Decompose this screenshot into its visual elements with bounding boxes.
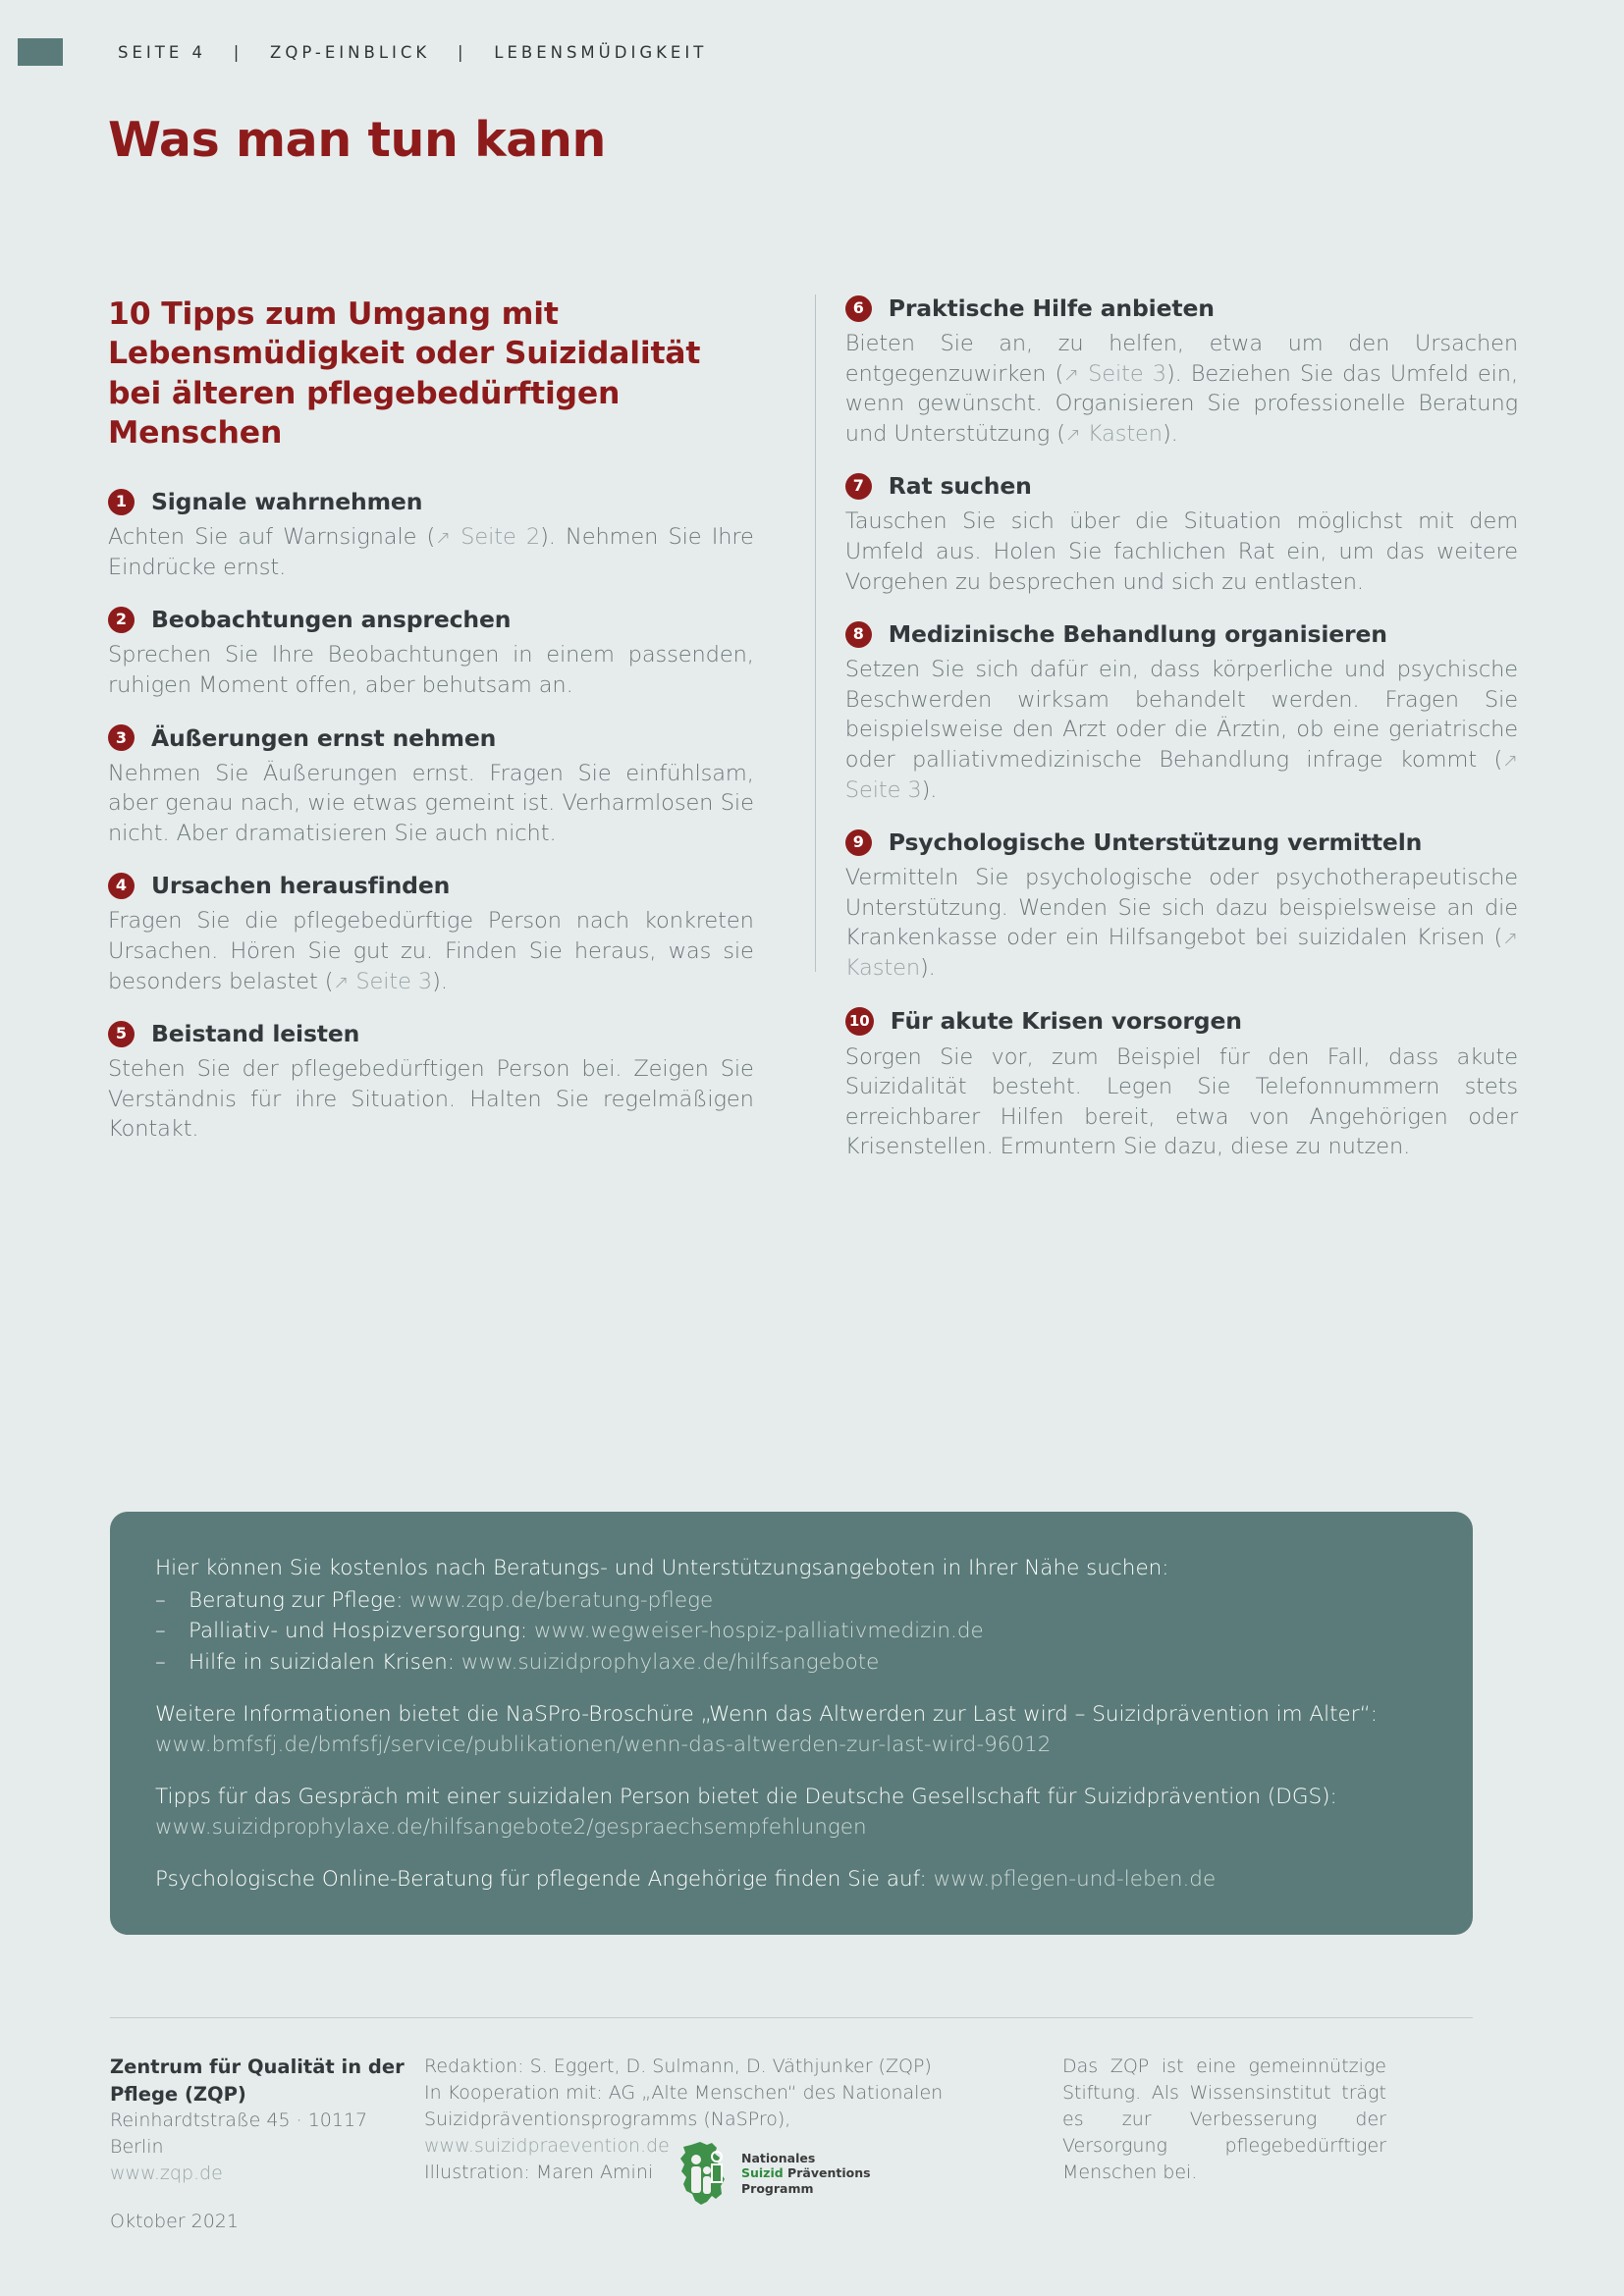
footer-divider [110,2017,1473,2018]
tip-text-tail: ). [920,954,936,981]
tip-title: Praktische Hilfe anbieten [888,294,1215,322]
tip-number-badge: 3 [108,724,135,751]
cross-reference-link[interactable]: Seite 3 [844,776,922,803]
infobox-paragraph-online [155,1864,1428,1895]
tip-title: Medizinische Behandlung organisieren [888,620,1387,649]
tip-heading [108,724,754,752]
tip-body: Nehmen Sie Äußerungen ernst. Fragen Sie einfühlsam, aber genau nach, wie etwas gemeint ist. Verharmlosen Sie nicht. Aber dramatisieren Sie auch nicht. [108,760,754,846]
naspro-wordmark [741,2151,871,2196]
resources-infobox [110,1512,1473,1935]
paragraph-text: Tipps für das Gespräch mit einer suizidalen Person bietet die Deutsche Gesellschaft für Suizidprävention (DGS): [155,1785,1337,1810]
footer-organisation [110,2054,424,2235]
tip-title: Beobachtungen ansprechen [151,606,512,634]
tip-text: Setzen Sie sich dafür ein, dass körperliche und psychische Beschwerden wirksam behandelt werden. Fragen Sie beispielsweise den Arzt oder die Ärztin, ob eine geriatrische oder palliativmedizinische Behandlung infrage kommt ( [844,657,1519,773]
tip-number-badge: 7 [845,473,872,500]
organisation-website[interactable]: www.zqp.de [110,2163,223,2185]
credit-kooperation-line2: Suizidpräventionsprogramms (NaSPro), [424,2108,791,2130]
tip-text-mid: ). Beziehen Sie das Umfeld ein, wenn gewünscht. Organisieren Sie professionelle Beratung und Unterstützung ( [844,360,1519,447]
organisation-address: Reinhardtstraße 45 · 10117 Berlin [110,2109,368,2159]
tip-text: Fragen Sie die pflegebedürftige Person nach konkreten Ursachen. Hören Sie gut zu. Finden Sie heraus, was sie besonders belastet ( [108,908,754,994]
tip-body: Stehen Sie der pflegebedürftigen Person bei. Zeigen Sie Verständnis für ihre Situation. Halten Sie regelmäßigen Kontakt. [108,1056,754,1143]
tip-heading [108,872,754,899]
tip-body: Sprechen Sie Ihre Beobachtungen in einem passenden, ruhigen Moment offen, aber behutsam an. [108,642,754,699]
paragraph-text: Psychologische Online-Beratung für pflegende Angehörige finden Sie auf: [155,1867,934,1893]
cross-reference-arrow-icon: ↗ [1502,928,1519,950]
tip-text: Achten Sie auf Warnsignale ( [108,524,436,551]
tip-body [845,655,1518,805]
tip-heading [845,620,1518,648]
tip-text-tail: ). [921,776,938,803]
tip-item [108,488,754,582]
tip-title: Signale wahrnehmen [151,488,423,516]
link-url[interactable]: www.suizidprophylaxe.de/hilfsangebote [460,1649,880,1675]
cross-reference-arrow-icon: ↗ [1502,749,1519,772]
tips-column-right [845,294,1518,1186]
cross-reference-link-2[interactable]: Kasten [1080,420,1163,447]
tip-number-badge: 8 [845,621,872,648]
tip-body: Sorgen Sie vor, zum Beispiel für den Fall, dass akute Suizidalität besteht. Legen Sie Telefonnummern stets erreichbarer Hilfen bereit, etwa von Angehörigen oder Krisenstellen. Ermuntern Sie dazu, diese zu nutzen. [844,1043,1519,1160]
tip-heading [108,1020,754,1047]
spacer [110,2187,424,2209]
list-item [155,1647,1428,1678]
list-item [155,1616,1428,1646]
list-item [155,1585,1428,1616]
tip-text: Vermitteln Sie psychologische oder psychotherapeutische Unterstützung. Wenden Sie sich dazu beispielsweise an die Krankenkasse oder ein Hilfsangebot bei suizidalen Krisen ( [844,865,1519,951]
link-label: Beratung zur Pflege: [189,1588,410,1614]
column-divider [815,294,816,972]
tip-body [108,906,754,996]
tip-number-badge: 9 [845,829,872,856]
naspro-line-2 [741,2165,871,2180]
page-footer [110,2054,1485,2235]
tip-number-badge: 2 [108,607,135,633]
tip-heading [845,472,1518,500]
about-text: Das ZQP ist eine gemeinnützige Stiftung. Als Wissensinstitut trägt es zur Verbesserung der Versorgung pflegebedürftiger Menschen bei. [1062,2056,1386,2183]
tip-title: Für akute Krisen vorsorgen [890,1007,1242,1035]
breadcrumb: SEITE 4 | ZQP-EINBLICK | LEBENSMÜDIGKEIT [118,42,708,62]
cross-reference-arrow-icon-2: ↗ [1064,423,1081,446]
tips-columns [108,294,1518,1186]
cross-reference-link[interactable]: Seite 2 [451,524,541,551]
tip-heading [845,1007,1518,1036]
tip-item [108,1020,754,1145]
link-url[interactable]: www.pflegen-und-leben.de [933,1867,1217,1893]
naspro-logo [675,2140,871,2207]
tip-item [108,724,754,849]
link-label: Hilfe in suizidalen Krisen: [189,1649,461,1675]
tip-text-tail: ). Nehmen Sie Ihre Eindrücke ernst. [108,524,754,580]
link-label: Palliativ- und Hospizversorgung: [189,1619,534,1644]
infobox-link-list [155,1585,1428,1678]
tip-body [845,863,1518,983]
link-url[interactable]: www.suizidprophylaxe.de/hilfsangebote2/gespraechsempfehlungen [155,1815,867,1841]
tip-number-badge: 4 [108,873,135,899]
tip-item [845,828,1518,983]
section-title: 10 Tipps zum Umgang mit Lebensmüdigkeit oder Suizidalität bei älteren pflegebedürftigen Menschen [108,296,701,451]
tip-body: Tauschen Sie sich über die Situation möglichst mit dem Umfeld aus. Holen Sie fachlichen Rat ein, um das weitere Vorgehen zu besprechen und sich zu entlasten. [844,508,1519,595]
page-header [0,37,1624,67]
content-area [108,112,1518,168]
link-url[interactable]: www.zqp.de/beratung-pflege [409,1588,714,1614]
tip-title: Beistand leisten [151,1020,360,1048]
naspro-line-3: Programm [741,2180,814,2196]
tip-item [108,606,754,700]
tip-number-badge: 5 [108,1021,135,1047]
cross-reference-arrow-icon: ↗ [1063,363,1079,386]
tip-number-badge: 10 [845,1007,874,1036]
tip-text-tail: ). [432,968,448,994]
link-url[interactable]: www.bmfsfj.de/bmfsfj/service/publikationen/wenn-das-altwerden-zur-last-wird-96012 [155,1732,1052,1757]
naspro-line-1: Nationales [741,2151,816,2166]
link-url[interactable]: www.wegweiser-hospiz-palliativmedizin.de [533,1619,984,1644]
tip-body [108,522,754,582]
credit-redaktion: Redaktion: S. Eggert, D. Sulmann, D. Väthjunker (ZQP) [424,2056,932,2077]
cross-reference-link[interactable]: Kasten [844,954,920,981]
cross-reference-link[interactable]: Seite 3 [349,968,433,994]
tip-heading [845,828,1518,856]
infobox-paragraph-naspro [155,1699,1428,1760]
organisation-name: Zentrum für Qualität in der Pflege (ZQP) [110,2056,405,2106]
tip-title: Psychologische Unterstützung vermitteln [888,828,1423,857]
publication-date: Oktober 2021 [110,2211,239,2233]
page-title: Was man tun kann [108,112,606,168]
credit-kooperation-line1: In Kooperation mit: AG „Alte Menschen“ des Nationalen [424,2081,944,2104]
tip-heading [845,294,1518,322]
tip-title: Rat suchen [888,472,1032,501]
tip-heading [108,488,754,515]
naspro-suizid: Suizid [741,2165,784,2181]
cross-reference-arrow-icon: ↗ [435,527,452,550]
tip-heading [108,606,754,633]
credit-kooperation-url[interactable]: www.suizidpraevention.de [424,2134,670,2157]
credit-illustration: Illustration: Maren Amini [424,2161,654,2183]
tip-title: Äußerungen ernst nehmen [151,723,497,752]
tip-item [845,620,1518,805]
tip-item [108,872,754,996]
tip-number-badge: 6 [845,295,872,322]
tip-title: Ursachen herausfinden [151,872,451,900]
header-square-marker [18,38,63,66]
footer-credits [424,2054,974,2235]
tip-text: Bieten Sie an, zu helfen, etwa um den Ursachen entgegenzuwirken ( [844,331,1519,387]
tip-item [845,294,1518,449]
tip-number-badge: 1 [108,489,135,515]
tip-item [845,472,1518,597]
footer-about [1062,2054,1386,2235]
paragraph-text: Weitere Informationen bietet die NaSPro-Broschüre „Wenn das Altwerden zur Last wird – Suizidprävention im Alter“: [155,1701,1378,1727]
tip-item [845,1007,1518,1162]
cross-reference-link[interactable]: Seite 3 [1079,360,1166,387]
cross-reference-arrow-icon: ↗ [333,971,350,993]
infobox-paragraph-dgs [155,1782,1428,1842]
infobox-lead: Hier können Sie kostenlos nach Beratungs- und Unterstützungsangeboten in Ihrer Nähe suchen: [155,1556,1169,1580]
tip-body [845,329,1518,449]
tip-text-tail: ). [1162,420,1178,447]
germany-map-icon [675,2140,735,2207]
naspro-praeventions: Präventions [783,2165,871,2181]
tips-column-left [108,294,785,1186]
